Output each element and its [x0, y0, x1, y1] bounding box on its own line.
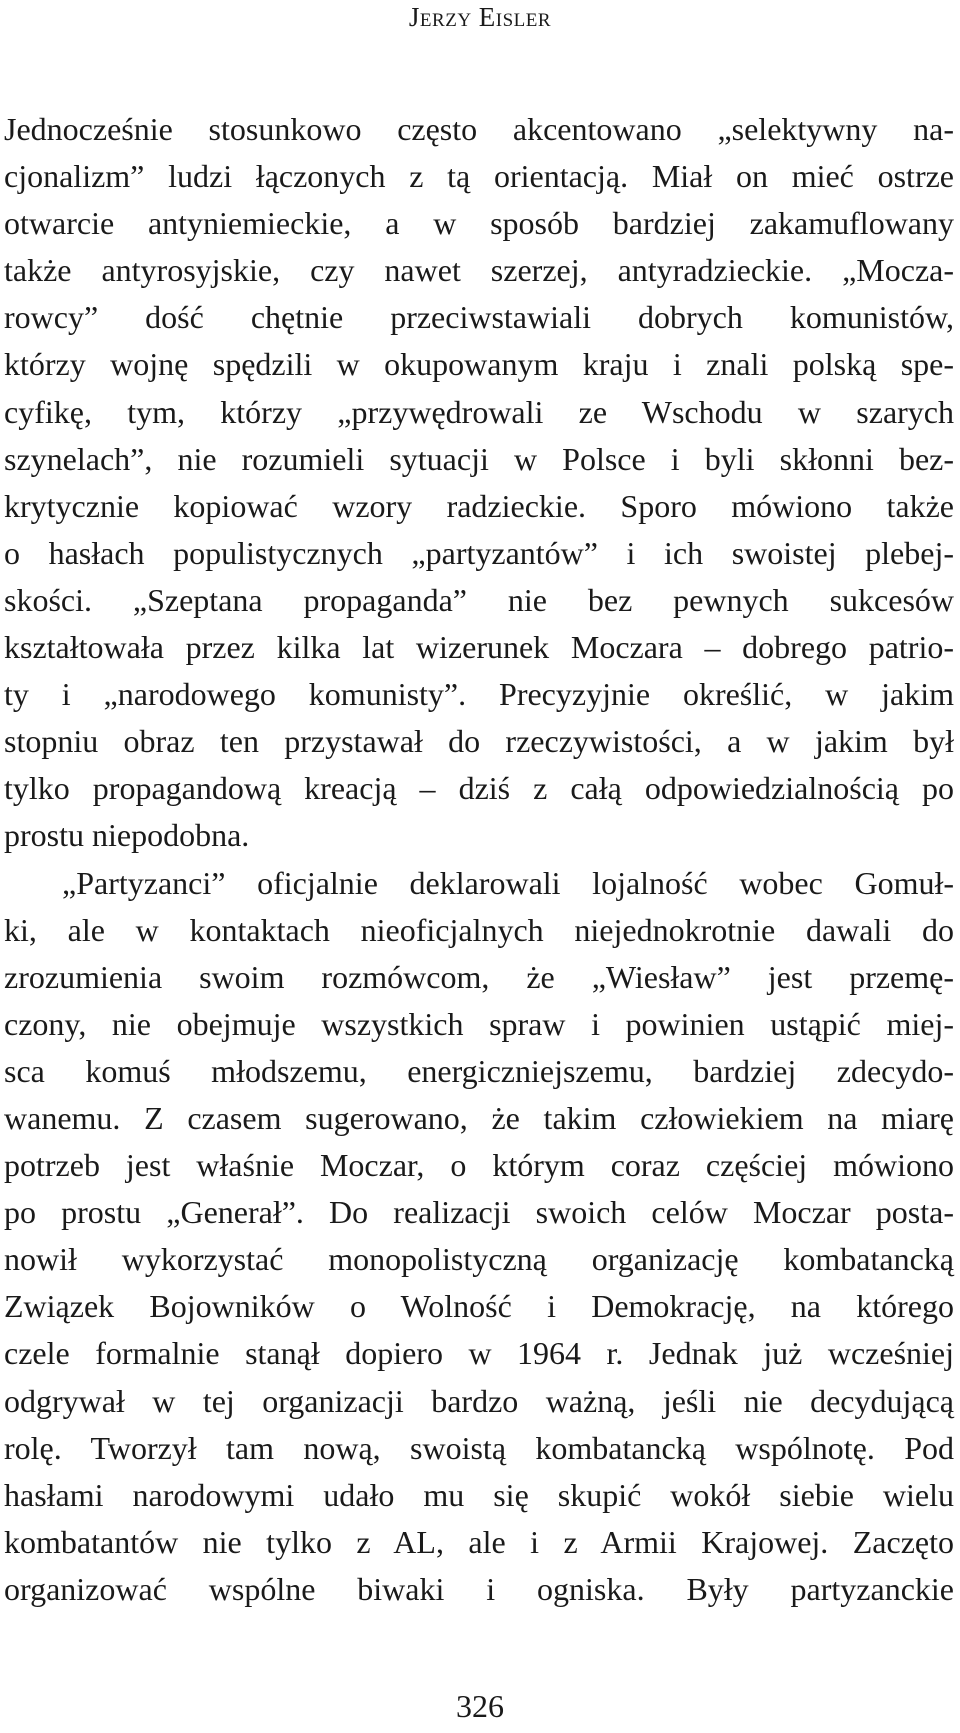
text-line: ki, ale w kontaktach nieoficjalnych niejednokrotnie dawali do	[4, 911, 954, 948]
text-line: organizować wspólne biwaki i ogniska. Były partyzanckie	[4, 1570, 954, 1607]
text-line: Związek Bojowników o Wolność i Demokrację, na którego	[4, 1288, 954, 1325]
text-line: sca komuś młodszemu, energiczniejszemu, bardziej zdecydo-	[4, 1052, 954, 1089]
text-line: cjonalizm” ludzi łączonych z tą orientacją. Miał on mieć ostrze	[4, 158, 954, 195]
text-line: hasłami narodowymi udało mu się skupić wokół siebie wielu	[4, 1476, 954, 1513]
text-line: szynelach”, nie rozumieli sytuacji w Polsce i byli skłonni bez-	[4, 440, 954, 477]
text-line: odgrywał w tej organizacji bardzo ważną, jeśli nie decydującą	[4, 1382, 954, 1419]
text-line: rolę. Tworzył tam nową, swoistą kombatancką wspólnotę. Pod	[4, 1429, 954, 1466]
text-line: zrozumienia swoim rozmówcom, że „Wiesław” jest przemę-	[4, 958, 954, 995]
text-line: o hasłach populistycznych „partyzantów” i ich swoistej plebej-	[4, 534, 954, 571]
text-line: cyfikę, tym, którzy „przywędrowali ze Wschodu w szarych	[4, 393, 954, 430]
body-text	[4, 106, 954, 1613]
text-line: wanemu. Z czasem sugerowano, że takim człowiekiem na miarę	[4, 1099, 954, 1136]
text-line: potrzeb jest właśnie Moczar, o którym coraz częściej mówiono	[4, 1147, 954, 1184]
text-line: prostu niepodobna.	[4, 817, 250, 854]
text-line: „Partyzanci” oficjalnie deklarowali lojalność wobec Gomuł-	[62, 864, 954, 901]
text-line: Jednocześnie stosunkowo często akcentowano „selektywny na-	[4, 111, 954, 147]
text-line: stopniu obraz ten przystawał do rzeczywistości, a w jakim był	[4, 723, 954, 760]
text-line: tylko propagandową kreacją – dziś z całą odpowiedzialnością po	[4, 770, 954, 807]
text-line: otwarcie antyniemieckie, a w sposób bardziej zakamuflowany	[4, 205, 954, 242]
text-line: nowił wykorzystać monopolistyczną organizację kombatancką	[4, 1241, 954, 1278]
text-line: czele formalnie stanął dopiero w 1964 r. Jednak już wcześniej	[4, 1335, 954, 1372]
text-line: ty i „narodowego komunisty”. Precyzyjnie określić, w jakim	[4, 676, 954, 713]
text-line: krytycznie kopiować wzory radzieckie. Sporo mówiono także	[4, 487, 954, 524]
text-line: czony, nie obejmuje wszystkich spraw i powinien ustąpić miej-	[4, 1005, 954, 1042]
text-line: po prostu „Generał”. Do realizacji swoich celów Moczar posta-	[4, 1194, 954, 1231]
page-number: 326	[456, 1688, 504, 1724]
text-line: kombatantów nie tylko z AL, ale i z Armii Krajowej. Zaczęto	[4, 1523, 954, 1560]
running-head: Jerzy Eisler	[408, 2, 552, 32]
text-line: którzy wojnę spędzili w okupowanym kraju i znali polską spe-	[4, 346, 954, 383]
text-line: skości. „Szeptana propaganda” nie bez pewnych sukcesów	[4, 581, 954, 618]
text-line: rowcy” dość chętnie przeciwstawiali dobrych komunistów,	[4, 299, 954, 336]
text-line: kształtowała przez kilka lat wizerunek Moczara – dobrego patrio-	[4, 629, 954, 666]
text-line: także antyrosyjskie, czy nawet szerzej, antyradzieckie. „Mocza-	[4, 252, 954, 289]
